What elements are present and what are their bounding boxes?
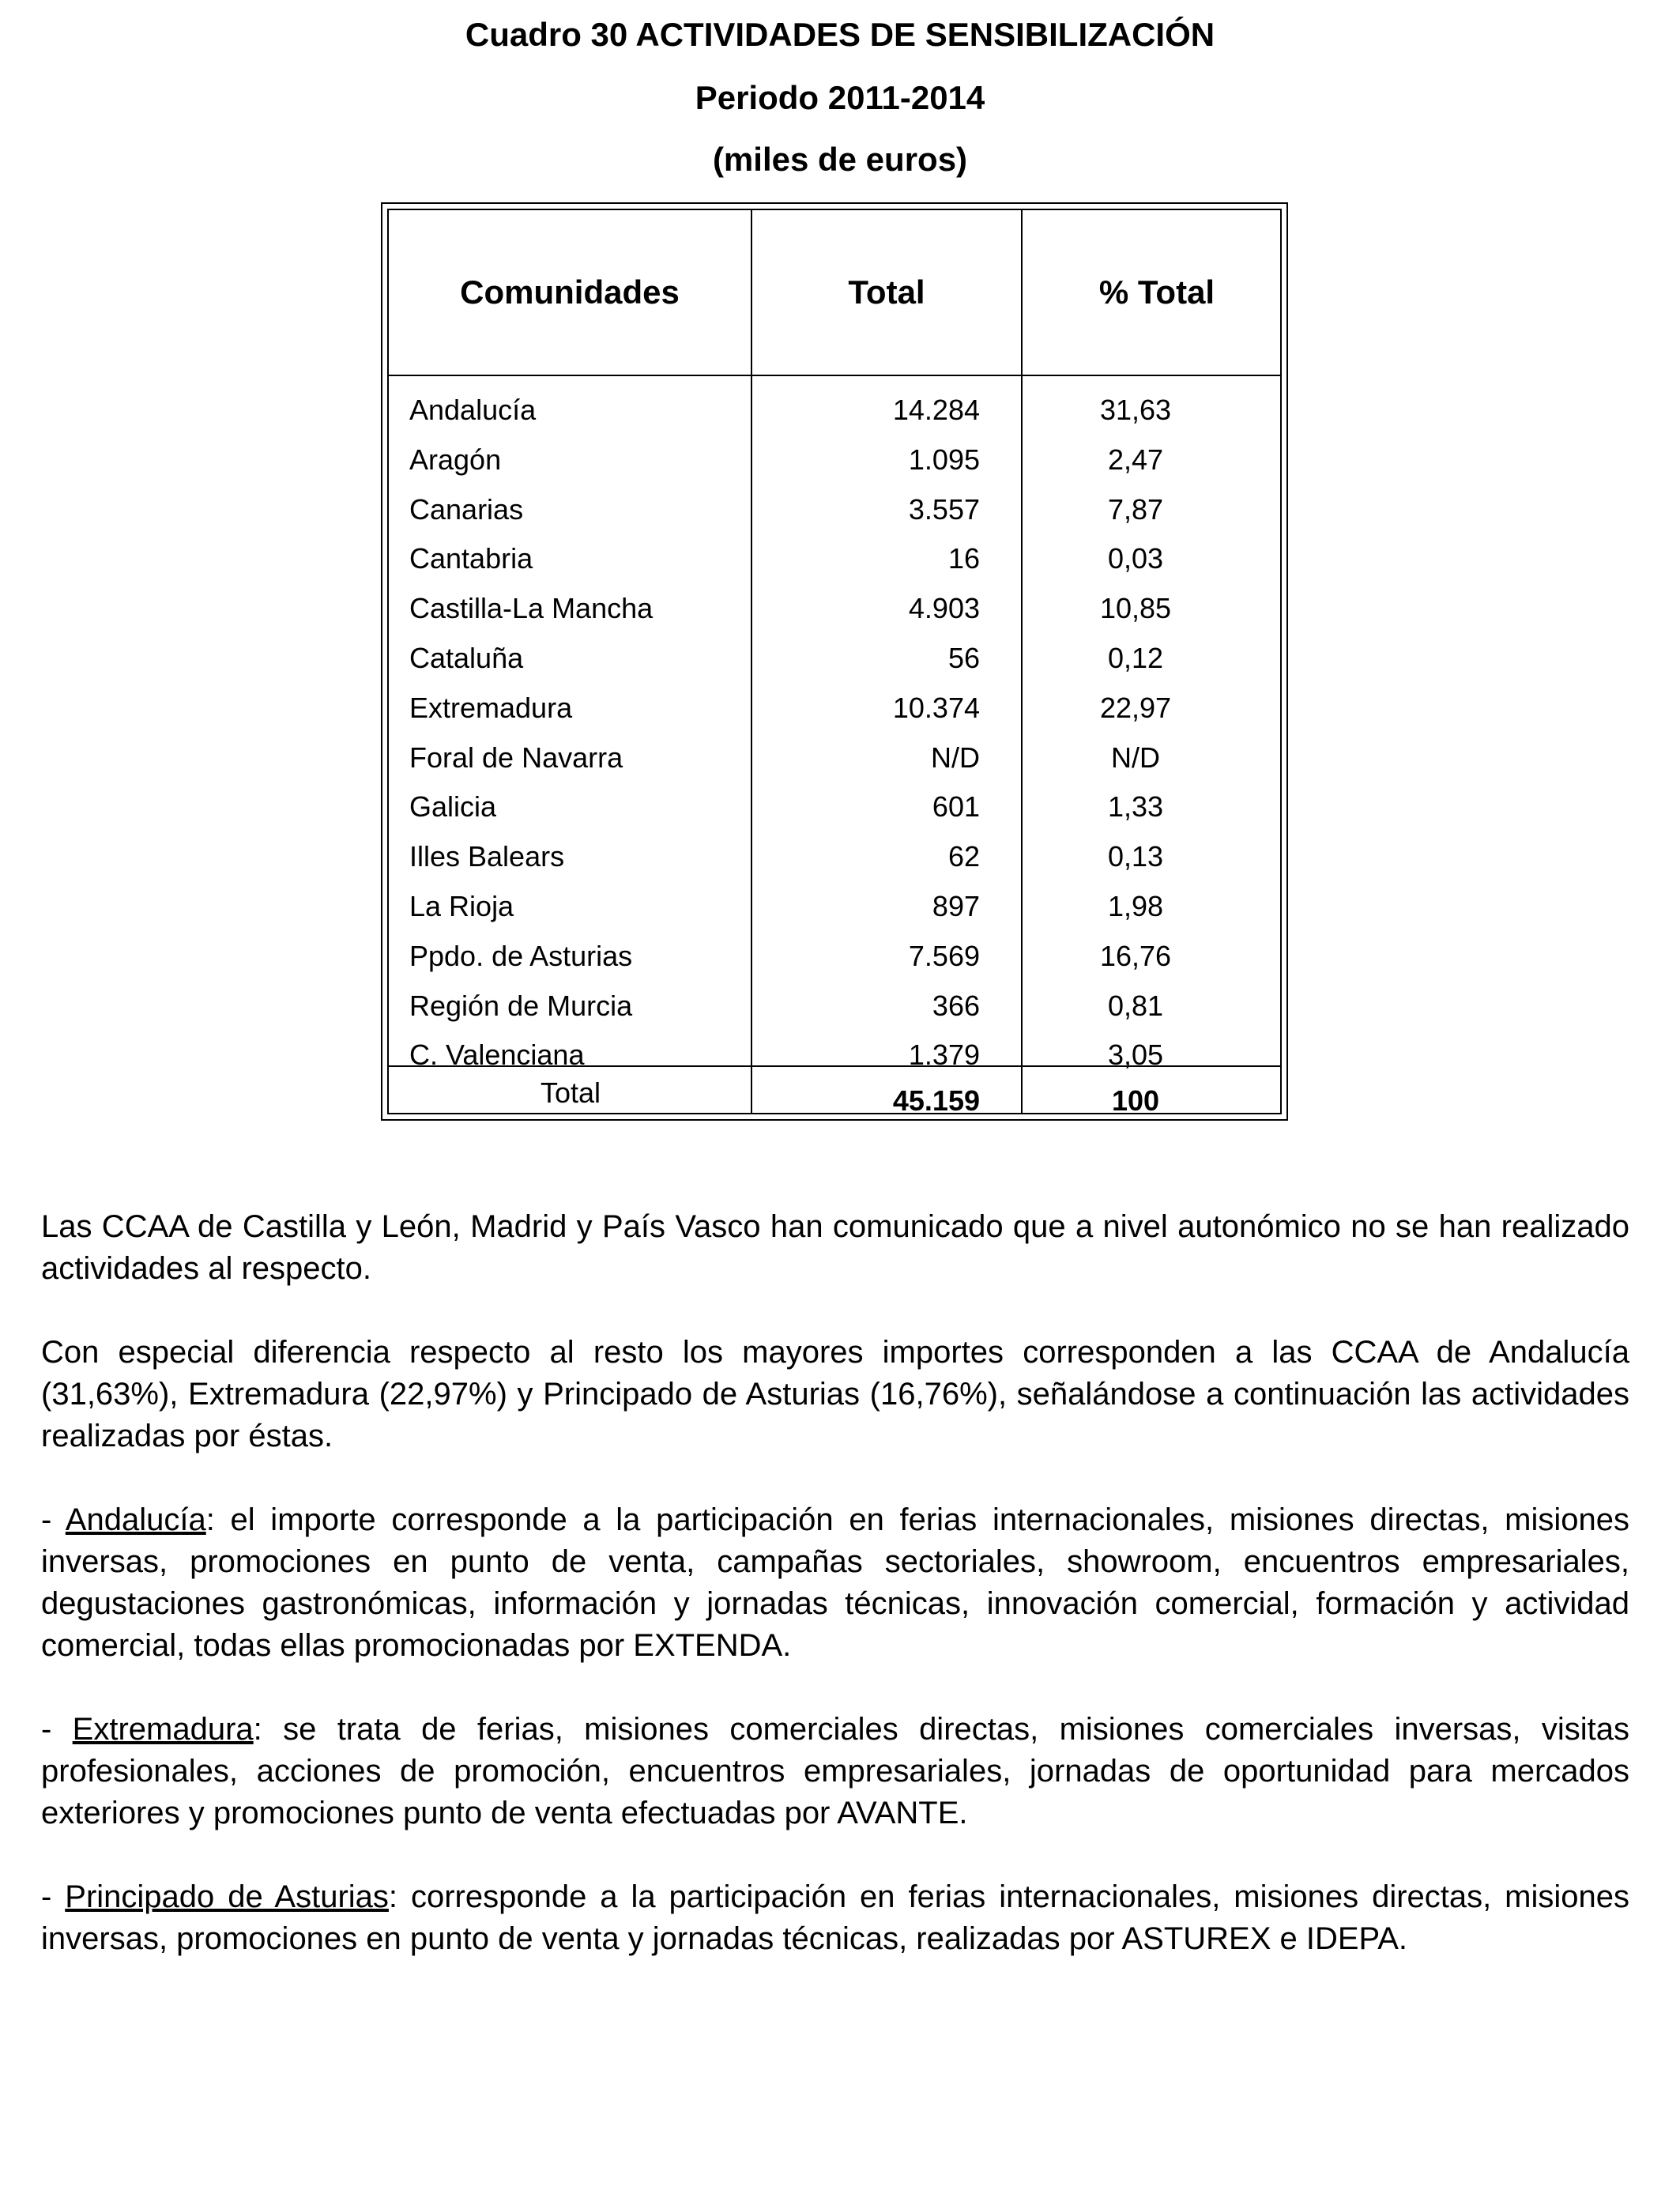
- row-community: Cantabria: [409, 542, 533, 575]
- row-total: 62: [947, 840, 980, 873]
- table-row: [389, 684, 1280, 733]
- total-pct: 100: [1111, 1084, 1160, 1117]
- row-community: Castilla-La Mancha: [409, 592, 654, 625]
- total-label: Total: [540, 1076, 601, 1109]
- row-community: Foral de Navarra: [409, 741, 623, 774]
- row-total: 1.379: [908, 1039, 980, 1072]
- row-community: Cataluña: [409, 641, 524, 674]
- row-community: Canarias: [409, 492, 524, 526]
- row-pct: 10,85: [1099, 592, 1172, 625]
- table-row: [389, 386, 1280, 435]
- row-community: Ppdo. de Asturias: [409, 939, 633, 972]
- table-row: [389, 733, 1280, 783]
- paragraph-extremadura: [41, 1709, 1629, 1834]
- bullet-dash: -: [41, 1712, 73, 1747]
- total-value: 45.159: [892, 1084, 980, 1117]
- table-row: [389, 634, 1280, 684]
- row-total: 16: [947, 542, 980, 575]
- row-pct: 0,81: [1107, 989, 1164, 1022]
- row-community: La Rioja: [409, 889, 514, 922]
- table-body: [389, 386, 1280, 1080]
- row-community: Extremadura: [409, 691, 573, 724]
- region-asturias: Principado de Asturias: [65, 1879, 389, 1914]
- row-pct: 2,47: [1107, 443, 1164, 476]
- table-title: Cuadro 30 ACTIVIDADES DE SENSIBILIZACIÓN: [465, 16, 1215, 53]
- table-row: [389, 832, 1280, 882]
- paragraph-highest-amounts: Con especial diferencia respecto al resto los mayores importes corresponden a las CCAA de Andalucía (31,63%), Extremadura (22,97%) y Principado de Asturias (16,76%), señalándose a continuación las actividades realizadas por éstas.: [41, 1335, 1629, 1453]
- header-divider: [389, 375, 1280, 376]
- table-row: [389, 1031, 1280, 1080]
- row-total: N/D: [931, 741, 980, 774]
- table-row: [389, 782, 1280, 832]
- row-pct: 0,03: [1107, 542, 1164, 575]
- row-pct: 0,13: [1107, 840, 1164, 873]
- region-andalucia: Andalucía: [65, 1502, 206, 1537]
- table-row: [389, 485, 1280, 535]
- row-pct: 1,98: [1107, 889, 1164, 922]
- row-total: 14.284: [892, 394, 980, 426]
- paragraph-andalucia: [41, 1499, 1629, 1667]
- row-total: 10.374: [892, 691, 980, 724]
- row-community: Galicia: [409, 790, 497, 824]
- table-units: (miles de euros): [712, 141, 968, 178]
- extremadura-description: : se trata de ferias, misiones comerciales directas, misiones comerciales inversas, visitas profesionales, acciones de promoción, encuentros empresariales, jornadas de oportunidad para mercados exteriores y promociones punto de venta efectuadas por AVANTE.: [41, 1712, 1630, 1830]
- row-pct: 7,87: [1107, 492, 1164, 526]
- row-total: 897: [932, 889, 980, 922]
- table-row: [389, 882, 1280, 932]
- table-row: [389, 982, 1280, 1031]
- row-total: 4.903: [908, 592, 980, 625]
- table-total-row: [389, 1075, 1280, 1121]
- row-community: Región de Murcia: [409, 989, 633, 1022]
- row-total: 56: [947, 641, 980, 674]
- row-community: C. Valenciana: [409, 1039, 585, 1072]
- row-pct: 0,12: [1107, 641, 1164, 674]
- paragraph-no-activities: Las CCAA de Castilla y León, Madrid y País Vasco han comunicado que a nivel autonómico no se han realizado actividades al respecto.: [41, 1209, 1629, 1286]
- table-row: [389, 534, 1280, 584]
- row-total: 7.569: [908, 939, 980, 972]
- column-header-pct-total: % Total: [1098, 273, 1215, 311]
- data-table: [381, 202, 1288, 1121]
- row-total: 3.557: [908, 492, 980, 526]
- row-total: 1.095: [908, 443, 980, 476]
- table-row: [389, 584, 1280, 634]
- row-pct: 16,76: [1099, 939, 1172, 972]
- asturias-description: : corresponde a la participación en ferias internacionales, misiones directas, misiones inversas, promociones en punto de venta y jornadas técnicas, realizadas por ASTUREX e IDEPA.: [41, 1879, 1630, 1956]
- row-community: Illes Balears: [409, 840, 565, 873]
- paragraph-asturias: [41, 1876, 1629, 1960]
- andalucia-description: : el importe corresponde a la participación en ferias internacionales, misiones directas, misiones inversas, promociones en punto de venta, campañas sectoriales, showroom, encuentros empresariales, degustaciones gastronómicas, información y jornadas técnicas, innovación comercial, formación y actividad comercial, todas ellas promocionadas por EXTENDA.: [41, 1502, 1629, 1663]
- column-header-total: Total: [848, 273, 925, 311]
- row-pct: 3,05: [1107, 1039, 1164, 1072]
- row-pct: 1,33: [1107, 790, 1164, 824]
- bullet-dash: -: [41, 1502, 66, 1537]
- table-period: Periodo 2011-2014: [695, 79, 985, 116]
- data-table-inner: [387, 209, 1282, 1117]
- row-total: 601: [932, 790, 980, 824]
- row-community: Aragón: [409, 443, 502, 476]
- region-extremadura: Extremadura: [72, 1712, 254, 1747]
- bullet-dash: -: [41, 1879, 66, 1914]
- row-total: 366: [932, 989, 980, 1022]
- row-pct: 22,97: [1099, 691, 1172, 724]
- row-pct: N/D: [1111, 741, 1160, 774]
- row-pct: 31,63: [1099, 394, 1172, 426]
- row-community: Andalucía: [409, 394, 537, 426]
- column-header-comunidades: Comunidades: [460, 273, 680, 311]
- table-row: [389, 435, 1280, 485]
- table-row: [389, 932, 1280, 982]
